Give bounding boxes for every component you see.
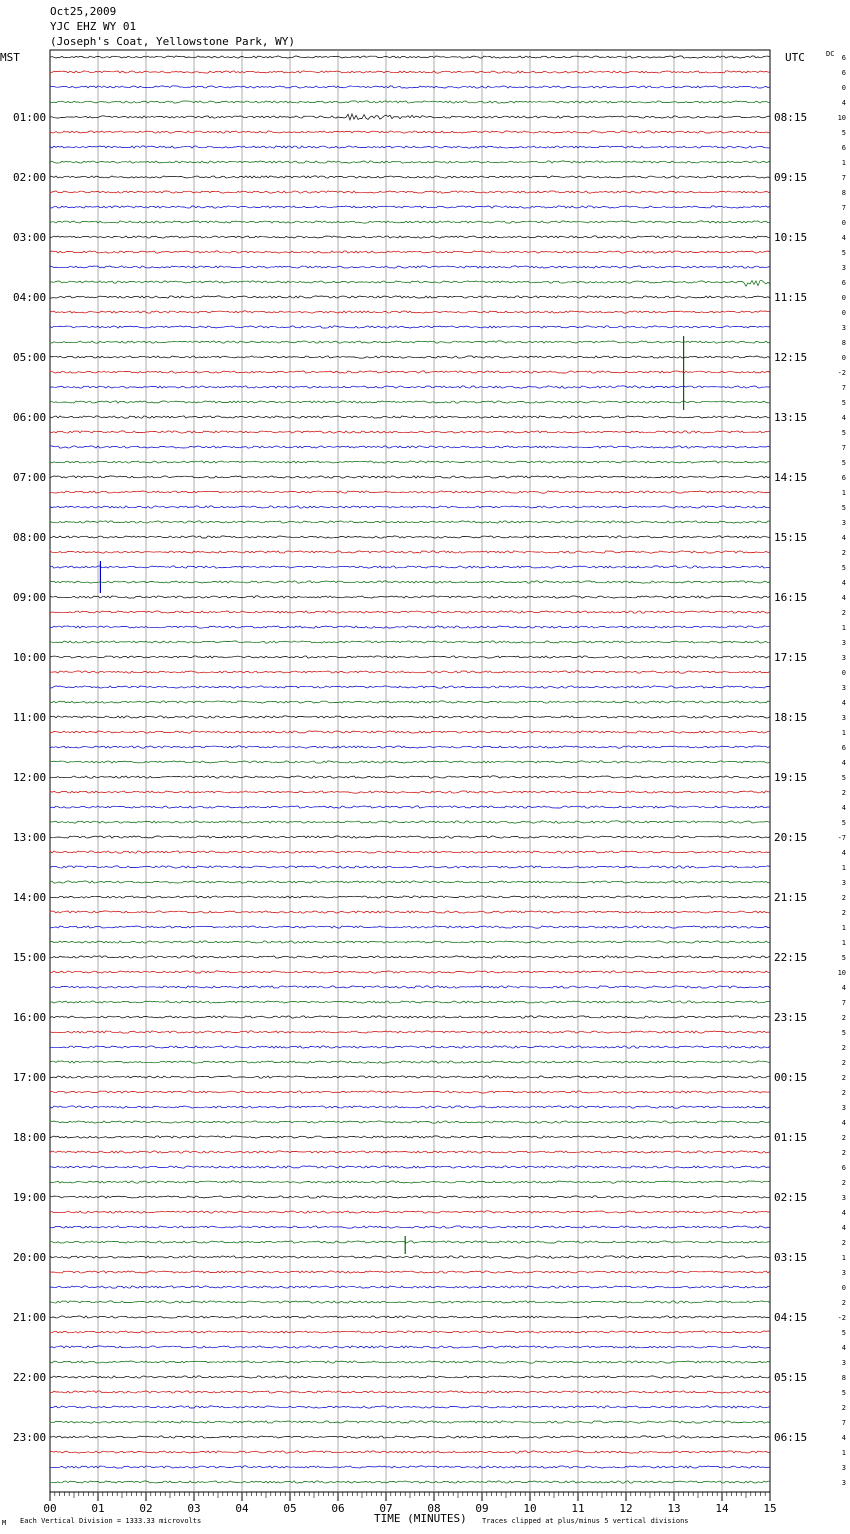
dc-offset-value: 5 — [841, 129, 846, 137]
utc-hour-label: 10:15 — [774, 231, 808, 244]
seismic-trace — [50, 251, 770, 253]
mst-hour-label: 04:00 — [13, 291, 47, 304]
dc-offset-value: 8 — [841, 1374, 846, 1382]
seismic-trace — [50, 1301, 770, 1303]
seismic-trace — [50, 716, 770, 718]
dc-offset-value: 6 — [841, 69, 846, 77]
dc-offset-value: 3 — [841, 684, 846, 692]
seismic-trace — [50, 566, 770, 568]
mst-hour-label: 06:00 — [13, 411, 47, 424]
dc-offset-value: 5 — [841, 819, 846, 827]
seismic-trace — [50, 1421, 770, 1423]
dc-offset-value: 2 — [841, 1059, 846, 1067]
seismic-trace — [50, 1181, 770, 1183]
utc-hour-label: 05:15 — [774, 1371, 808, 1384]
dc-offset-value: 4 — [841, 984, 846, 992]
utc-hour-label: 02:15 — [774, 1191, 808, 1204]
seismic-trace — [50, 821, 770, 823]
dc-offset-value: 4 — [841, 534, 846, 542]
x-tick-label: 11 — [571, 1502, 585, 1515]
dc-offset-value: 5 — [841, 249, 846, 257]
seismic-trace — [50, 1256, 770, 1258]
seismic-trace — [50, 176, 770, 178]
mst-hour-label: 07:00 — [13, 471, 47, 484]
dc-offset-value: 6 — [841, 744, 846, 752]
dc-offset-value: 7 — [841, 999, 846, 1007]
dc-offset-value: 0 — [841, 1284, 846, 1292]
seismic-trace — [50, 866, 770, 868]
dc-offset-value: 4 — [841, 759, 846, 767]
mst-hour-label: 20:00 — [13, 1251, 47, 1264]
utc-hour-label: 03:15 — [774, 1251, 808, 1264]
seismic-trace — [50, 1331, 770, 1333]
dc-offset-value: 2 — [841, 1014, 846, 1022]
dc-offset-value: 2 — [841, 1134, 846, 1142]
dc-offset-value: 1 — [841, 924, 846, 932]
dc-offset-value: 3 — [841, 714, 846, 722]
seismic-trace — [50, 311, 770, 313]
seismic-trace — [50, 1001, 770, 1003]
dc-offset-value: 4 — [841, 579, 846, 587]
seismic-trace — [50, 536, 770, 538]
seismic-trace — [50, 1061, 770, 1063]
seismic-trace — [50, 851, 770, 853]
utc-hour-label: 06:15 — [774, 1431, 808, 1444]
mst-hour-label: 21:00 — [13, 1311, 47, 1324]
dc-offset-value: 3 — [841, 1359, 846, 1367]
x-tick-label: 04 — [235, 1502, 249, 1515]
dc-offset-value: 4 — [841, 594, 846, 602]
dc-offset-value: 6 — [841, 144, 846, 152]
seismic-trace — [50, 101, 770, 103]
seismic-trace — [50, 941, 770, 943]
seismic-trace — [50, 431, 770, 433]
utc-hour-label: 08:15 — [774, 111, 808, 124]
dc-offset-value: 7 — [841, 444, 846, 452]
dc-offset-value: 2 — [841, 1299, 846, 1307]
dc-offset-value: 4 — [841, 414, 846, 422]
seismic-trace — [50, 1391, 770, 1393]
seismic-trace — [50, 161, 770, 163]
seismic-trace — [50, 641, 770, 643]
dc-offset-value: 3 — [841, 1104, 846, 1112]
seismic-trace — [50, 761, 770, 763]
seismic-trace — [50, 1166, 770, 1168]
utc-hour-label: 21:15 — [774, 891, 808, 904]
seismic-trace — [50, 1316, 770, 1318]
dc-offset-value: 3 — [841, 1464, 846, 1472]
dc-offset-value: 0 — [841, 84, 846, 92]
seismic-trace — [50, 266, 770, 268]
seismic-trace — [50, 1226, 770, 1228]
dc-offset-value: -2 — [837, 1314, 846, 1322]
dc-offset-value: 0 — [841, 354, 846, 362]
dc-offset-value: 1 — [841, 864, 846, 872]
dc-offset-value: 5 — [841, 1329, 846, 1337]
seismic-trace — [50, 1406, 770, 1408]
seismic-trace — [50, 461, 770, 463]
dc-offset-value: 2 — [841, 1239, 846, 1247]
dc-offset-value: 1 — [841, 624, 846, 632]
dc-offset-value: 8 — [841, 189, 846, 197]
dc-offset-value: 5 — [841, 1029, 846, 1037]
seismic-trace — [50, 956, 770, 958]
seismic-trace — [50, 56, 770, 58]
seismic-trace — [50, 1121, 770, 1123]
dc-offset-value: 0 — [841, 294, 846, 302]
utc-hour-label: 15:15 — [774, 531, 808, 544]
seismic-trace — [50, 791, 770, 793]
seismic-trace — [50, 476, 770, 478]
seismic-trace — [50, 1091, 770, 1093]
seismic-trace — [50, 1046, 770, 1048]
seismic-trace — [50, 386, 770, 388]
mst-hour-label: 19:00 — [13, 1191, 47, 1204]
dc-offset-value: 4 — [841, 1224, 846, 1232]
dc-offset-value: 4 — [841, 1119, 846, 1127]
dc-offset-value: 10 — [837, 969, 846, 977]
x-tick-label: 10 — [523, 1502, 537, 1515]
mst-hour-label: 03:00 — [13, 231, 47, 244]
utc-hour-label: 18:15 — [774, 711, 808, 724]
seismic-trace — [50, 506, 770, 508]
seismic-trace — [50, 1376, 770, 1378]
seismic-trace — [50, 521, 770, 523]
mst-hour-label: 12:00 — [13, 771, 47, 784]
seismic-trace — [50, 356, 770, 358]
seismic-trace — [50, 296, 770, 298]
left-timezone-label: MST — [0, 51, 20, 64]
utc-hour-label: 12:15 — [774, 351, 808, 364]
seismic-trace — [50, 1271, 770, 1273]
mst-hour-label: 17:00 — [13, 1071, 47, 1084]
seismic-trace — [50, 191, 770, 193]
mst-hour-label: 05:00 — [13, 351, 47, 364]
seismic-trace — [50, 206, 770, 208]
seismic-trace — [50, 746, 770, 748]
dc-offset-value: 4 — [841, 1209, 846, 1217]
seismic-trace — [50, 896, 770, 898]
dc-offset-value: 2 — [841, 1089, 846, 1097]
utc-hour-label: 11:15 — [774, 291, 808, 304]
dc-offset-value: -2 — [837, 369, 846, 377]
dc-offset-value: 8 — [841, 339, 846, 347]
dc-offset-value: 4 — [841, 99, 846, 107]
utc-hour-label: 22:15 — [774, 951, 808, 964]
seismic-trace — [50, 626, 770, 628]
utc-hour-label: 01:15 — [774, 1131, 808, 1144]
mst-hour-label: 16:00 — [13, 1011, 47, 1024]
seismic-trace — [50, 701, 770, 703]
dc-offset-value: 2 — [841, 789, 846, 797]
x-tick-label: 12 — [619, 1502, 633, 1515]
dc-offset-value: 4 — [841, 1434, 846, 1442]
x-axis-title: TIME (MINUTES) — [374, 1512, 467, 1525]
seismic-trace — [50, 446, 770, 448]
dc-offset-value: 1 — [841, 489, 846, 497]
utc-hour-label: 17:15 — [774, 651, 808, 664]
dc-offset-value: 10 — [837, 114, 846, 122]
seismic-trace — [50, 926, 770, 928]
vertical-scale-note: Each Vertical Division = 1333.33 microvolts — [20, 1517, 202, 1525]
x-tick-label: 00 — [43, 1502, 57, 1515]
dc-offset-value: 1 — [841, 159, 846, 167]
dc-offset-value: 3 — [841, 639, 846, 647]
dc-offset-value: 7 — [841, 1419, 846, 1427]
dc-offset-value: 3 — [841, 1194, 846, 1202]
x-tick-label: 14 — [715, 1502, 729, 1515]
mst-hour-label: 02:00 — [13, 171, 47, 184]
seismic-trace — [50, 114, 770, 120]
seismic-trace — [50, 1466, 770, 1468]
mst-hour-label: 18:00 — [13, 1131, 47, 1144]
dc-offset-value: 2 — [841, 909, 846, 917]
dc-offset-value: 2 — [841, 1074, 846, 1082]
mst-hour-label: 13:00 — [13, 831, 47, 844]
seismic-trace — [50, 806, 770, 808]
x-tick-label: 03 — [187, 1502, 201, 1515]
dc-offset-value: 1 — [841, 939, 846, 947]
dc-offset-value: 2 — [841, 1404, 846, 1412]
seismic-trace — [50, 371, 770, 373]
seismic-trace — [50, 1211, 770, 1213]
dc-offset-value: 3 — [841, 519, 846, 527]
seismic-trace — [50, 221, 770, 223]
dc-offset-value: 2 — [841, 1044, 846, 1052]
mst-hour-label: 09:00 — [13, 591, 47, 604]
dc-offset-value: 5 — [841, 504, 846, 512]
seismic-trace — [50, 131, 770, 133]
dc-offset-value: 3 — [841, 264, 846, 272]
seismic-trace — [50, 86, 770, 88]
dc-offset-value: 0 — [841, 219, 846, 227]
dc-offset-value: 4 — [841, 699, 846, 707]
dc-offset-value: 4 — [841, 804, 846, 812]
right-timezone-label: UTC — [785, 51, 805, 64]
mst-hour-label: 10:00 — [13, 651, 47, 664]
seismic-trace — [50, 281, 770, 287]
seismic-trace — [50, 776, 770, 778]
seismic-trace — [50, 1451, 770, 1453]
utc-hour-label: 09:15 — [774, 171, 808, 184]
x-tick-label: 07 — [379, 1502, 393, 1515]
station-location: (Joseph's Coat, Yellowstone Park, WY) — [50, 35, 296, 48]
utc-hour-label: 23:15 — [774, 1011, 808, 1024]
station-code: YJC EHZ WY 01 — [50, 20, 137, 33]
x-tick-label: 13 — [667, 1502, 681, 1515]
seismic-trace — [50, 671, 770, 673]
utc-hour-label: 14:15 — [774, 471, 808, 484]
seismic-trace — [50, 341, 770, 343]
seismic-trace — [50, 611, 770, 613]
dc-offset-value: 5 — [841, 429, 846, 437]
mst-hour-label: 15:00 — [13, 951, 47, 964]
seismic-trace — [50, 731, 770, 733]
dc-offset-value: 4 — [841, 234, 846, 242]
seismic-trace — [50, 551, 770, 553]
seismic-trace — [50, 1076, 770, 1078]
dc-offset-value: 3 — [841, 1479, 846, 1487]
dc-offset-value: 2 — [841, 549, 846, 557]
dc-offset-value: 5 — [841, 1389, 846, 1397]
mst-hour-label: 11:00 — [13, 711, 47, 724]
seismic-trace — [50, 1286, 770, 1288]
mst-hour-label: 14:00 — [13, 891, 47, 904]
utc-hour-label: 20:15 — [774, 831, 808, 844]
dc-offset-value: 5 — [841, 564, 846, 572]
seismic-trace — [50, 881, 770, 883]
seismic-trace — [50, 581, 770, 583]
dc-offset-value: 3 — [841, 324, 846, 332]
seismic-trace — [50, 1346, 770, 1348]
seismic-trace — [50, 911, 770, 913]
mst-hour-label: 08:00 — [13, 531, 47, 544]
seismic-trace — [50, 1031, 770, 1033]
x-tick-label: 09 — [475, 1502, 489, 1515]
seismic-trace — [50, 1436, 770, 1438]
seismic-trace — [50, 326, 770, 328]
dc-offset-value: 5 — [841, 459, 846, 467]
x-tick-label: 02 — [139, 1502, 153, 1515]
dc-offset-value: 7 — [841, 204, 846, 212]
seismic-trace — [50, 1016, 770, 1018]
seismic-trace — [50, 686, 770, 688]
seismic-trace — [50, 401, 770, 403]
seismic-trace — [50, 986, 770, 988]
dc-offset-value: 7 — [841, 174, 846, 182]
seismic-trace — [50, 1241, 770, 1243]
dc-offset-value: 1 — [841, 1254, 846, 1262]
mst-hour-label: 22:00 — [13, 1371, 47, 1384]
dc-offset-value: 3 — [841, 879, 846, 887]
dc-offset-value: -7 — [837, 834, 846, 842]
dc-offset-value: 4 — [841, 1344, 846, 1352]
dc-offset-value: 4 — [841, 849, 846, 857]
dc-offset-value: 3 — [841, 654, 846, 662]
x-tick-label: 05 — [283, 1502, 297, 1515]
mst-hour-label: 23:00 — [13, 1431, 47, 1444]
seismic-trace — [50, 1481, 770, 1483]
seismic-trace — [50, 836, 770, 838]
dc-offset-value: 7 — [841, 384, 846, 392]
utc-hour-label: 19:15 — [774, 771, 808, 784]
x-tick-label: 15 — [763, 1502, 777, 1515]
mst-hour-label: 01:00 — [13, 111, 47, 124]
seismic-trace — [50, 416, 770, 418]
seismic-trace — [50, 491, 770, 493]
utc-hour-label: 04:15 — [774, 1311, 808, 1324]
dc-offset-value: 5 — [841, 399, 846, 407]
seismic-trace — [50, 236, 770, 238]
dc-offset-value: 2 — [841, 1149, 846, 1157]
dc-offset-value: 0 — [841, 309, 846, 317]
seismic-trace — [50, 971, 770, 973]
dc-offset-value: 6 — [841, 474, 846, 482]
dc-offset-value: 2 — [841, 1179, 846, 1187]
dc-offset-value: 6 — [841, 279, 846, 287]
x-tick-label: 06 — [331, 1502, 345, 1515]
seismic-trace — [50, 656, 770, 658]
seismic-trace — [50, 1196, 770, 1198]
dc-offset-header: DC — [826, 50, 835, 58]
seismic-trace — [50, 1136, 770, 1138]
utc-hour-label: 16:15 — [774, 591, 808, 604]
dc-offset-value: 2 — [841, 609, 846, 617]
dc-offset-value: 1 — [841, 729, 846, 737]
dc-offset-value: 1 — [841, 1449, 846, 1457]
plot-date: Oct25,2009 — [50, 5, 117, 18]
dc-offset-value: 0 — [841, 669, 846, 677]
dc-offset-value: 5 — [841, 954, 846, 962]
seismic-trace — [50, 1361, 770, 1363]
dc-offset-value: 3 — [841, 1269, 846, 1277]
seismic-trace — [50, 71, 770, 73]
x-tick-label: 08 — [427, 1502, 441, 1515]
seismic-trace — [50, 1151, 770, 1153]
x-tick-label: 01 — [91, 1502, 105, 1515]
corner-logo-mark: M — [2, 1519, 7, 1527]
seismic-trace — [50, 1106, 770, 1108]
utc-hour-label: 00:15 — [774, 1071, 808, 1084]
seismic-trace — [50, 596, 770, 598]
dc-offset-value: 2 — [841, 894, 846, 902]
clipping-note: Traces clipped at plus/minus 5 vertical divisions — [482, 1517, 689, 1525]
dc-offset-value: 6 — [841, 1164, 846, 1172]
dc-offset-value: 6 — [841, 54, 846, 62]
dc-offset-value: 5 — [841, 774, 846, 782]
utc-hour-label: 13:15 — [774, 411, 808, 424]
seismic-trace — [50, 146, 770, 148]
